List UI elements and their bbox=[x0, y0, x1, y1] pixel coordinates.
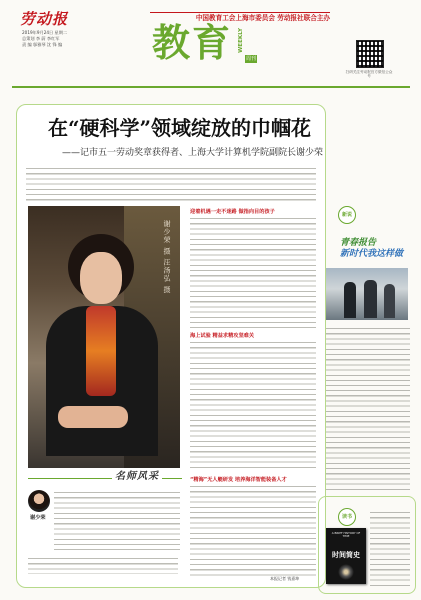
section-label: 名师风采 bbox=[112, 470, 162, 484]
editors-line-2: 责 编 邬雅琴 沈 锋 编 bbox=[22, 42, 63, 47]
sidebar-photo bbox=[326, 268, 408, 320]
book-cover bbox=[326, 528, 366, 584]
weekly-label: WEEKLY bbox=[238, 28, 244, 53]
profile-box bbox=[28, 490, 180, 552]
sidebar-title bbox=[340, 238, 403, 260]
book-title-en: A BRIEF HISTORY OF TIME bbox=[331, 531, 361, 539]
sidebar-text-2 bbox=[326, 388, 410, 412]
sidebar-text-3 bbox=[326, 414, 410, 490]
profile-text bbox=[54, 490, 180, 550]
profile-note bbox=[28, 556, 178, 574]
article-headline: 在“硬科学”领域绽放的巾帼花 bbox=[48, 116, 312, 140]
section-title: 教育 bbox=[152, 21, 233, 65]
article-byline: 本报记者 钱嘉坤 bbox=[270, 576, 300, 581]
weekly-cn-text: 周刊 bbox=[245, 56, 256, 62]
sidebar-photo-person-3 bbox=[384, 284, 395, 318]
sidebar-label-top bbox=[338, 206, 356, 224]
book-review-text bbox=[370, 510, 410, 586]
sidebar-photo-person-1 bbox=[344, 282, 356, 318]
book-galaxy-graphic bbox=[338, 564, 354, 580]
portrait-face bbox=[80, 252, 122, 304]
subheading-1: 迎着机遇一走不迷路 做指向目的孩子 bbox=[190, 209, 275, 215]
qr-code bbox=[356, 40, 384, 68]
intro-paragraph bbox=[26, 166, 316, 202]
sidebar-label-bottom-text: 读书 bbox=[341, 514, 352, 520]
editors-line-1: 总策划 李 蔚 李红军 bbox=[22, 36, 60, 41]
portrait-hands bbox=[58, 406, 128, 428]
banner-text: 中国教育工会上海市委员会 劳动报社联合主办 bbox=[195, 14, 330, 22]
column-text-1 bbox=[190, 216, 316, 328]
sidebar-label-bottom bbox=[338, 508, 356, 526]
sidebar-photo-person-2 bbox=[364, 280, 377, 318]
profile-name: 谢少荣 bbox=[30, 515, 46, 521]
weekly-cn-badge bbox=[245, 55, 257, 63]
portrait-scarf bbox=[86, 306, 116, 396]
column-text-3 bbox=[190, 484, 316, 576]
book-title-cn: 时间简史 bbox=[332, 551, 360, 559]
masthead-logo: 劳动报 bbox=[20, 10, 69, 28]
qr-caption: 扫码关注劳动报官方微信公众号 bbox=[345, 70, 393, 79]
subheading-2: 海上试验 精益求精攻坚难关 bbox=[190, 333, 255, 339]
portrait-photo bbox=[28, 206, 180, 468]
header-rule bbox=[12, 86, 410, 88]
profile-avatar bbox=[28, 490, 50, 512]
article-subhead: ——记市五一劳动奖章获得者、上海大学计算机学院副院长谢少荣 bbox=[62, 148, 324, 158]
sidebar-title-line-1: 青春报告 bbox=[340, 238, 377, 248]
issue-date: 2019年9月24日 星期二 bbox=[22, 30, 68, 35]
sidebar-label-top-text: 新说 bbox=[341, 212, 352, 218]
subheading-3: “精海”无人艇研发 培养海洋智能装备人才 bbox=[190, 477, 287, 483]
column-text-2 bbox=[190, 340, 316, 472]
photo-caption: 谢少荣 摄 汪汤弘 摄 bbox=[163, 220, 171, 294]
sidebar-title-line-2: 新时代我这样做 bbox=[340, 249, 404, 259]
sidebar-text-1 bbox=[326, 326, 410, 386]
